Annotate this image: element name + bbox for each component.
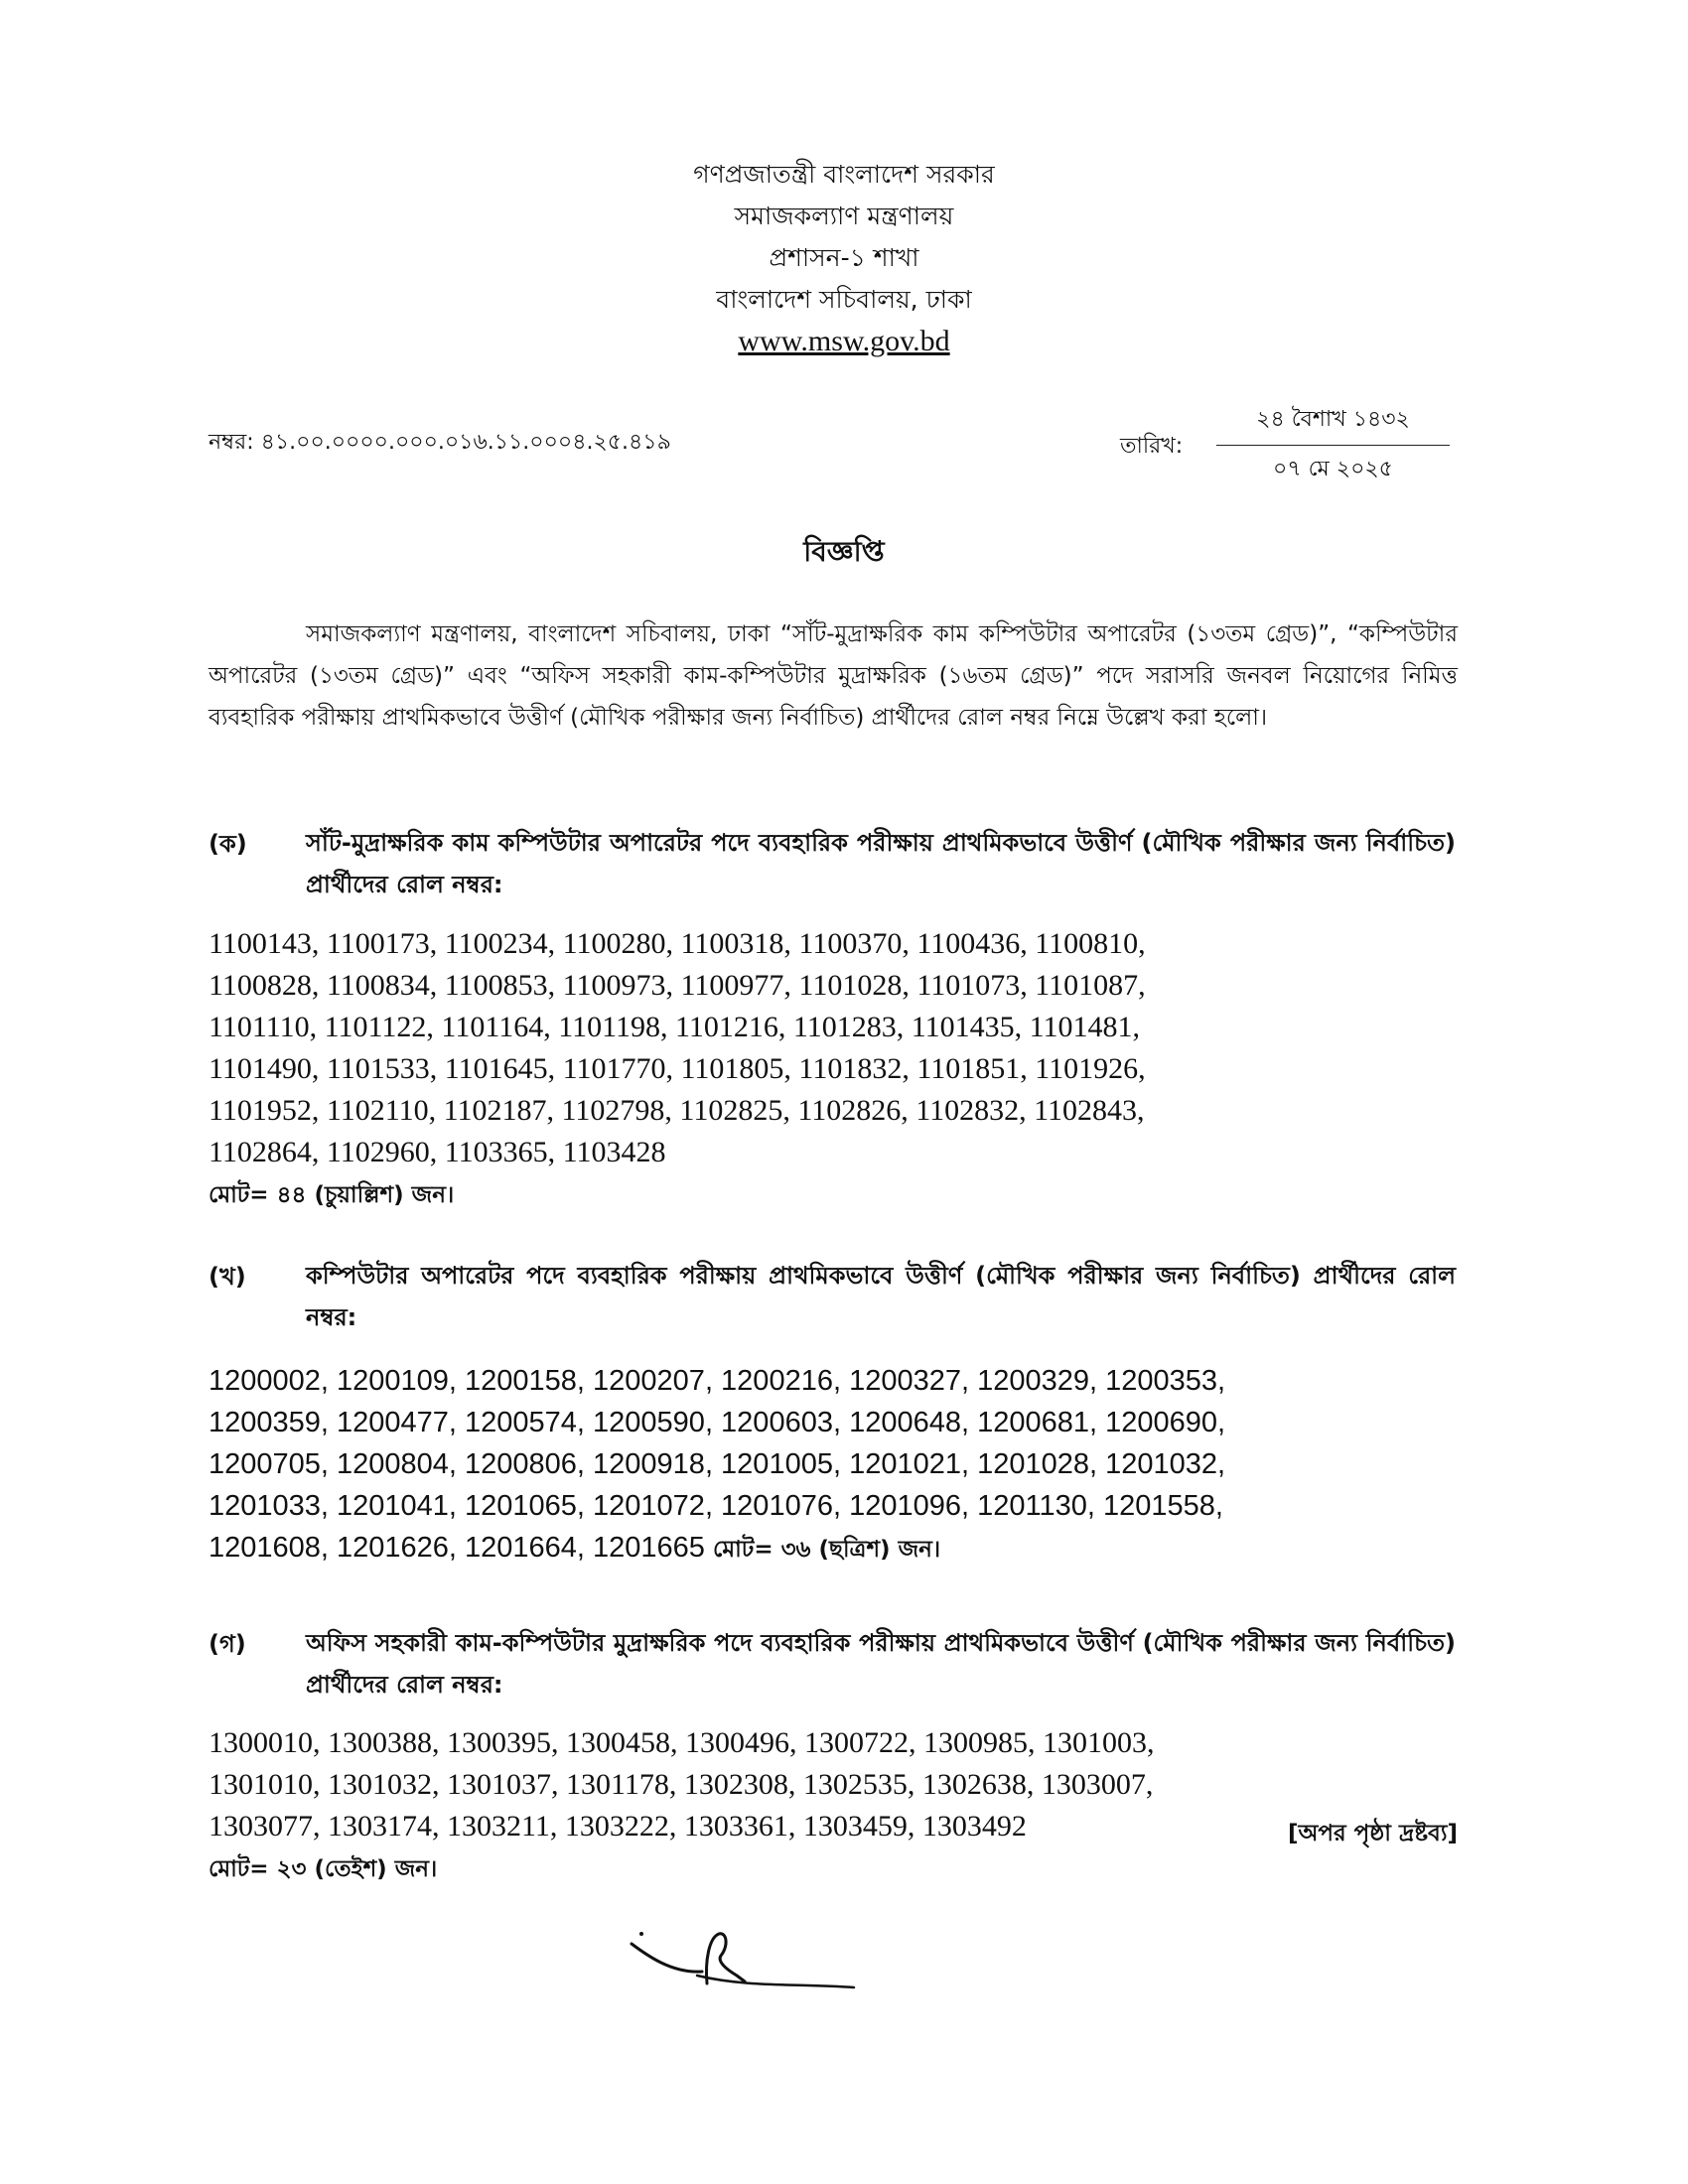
roll-line: 1102864, 1102960, 1103365, 1103428 <box>209 1136 666 1168</box>
roll-line: 1200002, 1200109, 1200158, 1200207, 1200216, 1200327, 1200329, 1200353, <box>209 1365 1226 1397</box>
roll-line-text: 1201608, 1201626, 1201664, 1201665 <box>209 1532 705 1564</box>
roll-line: 1101490, 1101533, 1101645, 1101770, 1101805, 1101832, 1101851, 1101926, <box>209 1052 1146 1085</box>
reference-number: নম্বর: ৪১.০০.০০০০.০০০.০১৬.১১.০০০৪.২৫.৪১৯ <box>209 430 671 455</box>
section-ka-roll-list <box>209 923 1499 1173</box>
roll-line: 1201033, 1201041, 1201065, 1201072, 1201076, 1201096, 1201130, 1201558, <box>209 1490 1223 1522</box>
section-kha-mark: (খ) <box>209 1263 246 1291</box>
section-kha-total: মোট= ৩৬ (ছত্রিশ) জন। <box>713 1537 941 1563</box>
letterhead <box>0 154 1688 362</box>
roll-line: 1301010, 1301032, 1301037, 1301178, 1302308, 1302535, 1302638, 1303007, <box>209 1768 1154 1801</box>
date-label: তারিখ: <box>1120 434 1184 459</box>
section-ka-mark: (ক) <box>209 830 247 858</box>
roll-line: 1100143, 1100173, 1100234, 1100280, 1100318, 1100370, 1100436, 1100810, <box>209 927 1146 960</box>
intro-text: সমাজকল্যাণ মন্ত্রণালয়, বাংলাদেশ সচিবালয়, ঢাকা “সাঁট-মুদ্রাক্ষরিক কাম কম্পিউটার অপারেটর (১৩তম গ্রেড)”, “কম্পিউটার অপারেটর (১৩তম গ্রেড)” এবং “অফিস সহকারী কাম-কম্পিউটার মুদ্রাক্ষরিক (১৬তম গ্রেড)” পদে সরাসরি জনবল নিয়োগের নিমিত্ত ব্যবহারিক পরীক্ষায় প্রাথমিকভাবে উত্তীর্ণ (মৌখিক পরীক্ষার জন্য নির্বাচিত) প্রার্থীদের রোল নম্বর নিম্নে উল্লেখ করা হলো। <box>209 621 1458 731</box>
roll-line: 1200359, 1200477, 1200574, 1200590, 1200603, 1200648, 1200681, 1200690, <box>209 1407 1226 1438</box>
section-kha-roll-list <box>209 1360 1499 1570</box>
date-block <box>1216 402 1450 488</box>
date-bangla: ২৪ বৈশাখ ১৪৩২ <box>1216 402 1450 446</box>
government-name: গণপ্রজাতন্ত্রী বাংলাদেশ সরকার <box>693 160 995 189</box>
section-ka-heading: সাঁট-মুদ্রাক্ষরিক কাম কম্পিউটার অপারেটর পদে ব্যবহারিক পরীক্ষায় প্রাথমিকভাবে উত্তীর্ণ (মৌখিক পরীক্ষার জন্য নির্বাচিত) প্রার্থীদের রোল নম্বর: <box>306 829 1456 898</box>
roll-line: 1101110, 1101122, 1101164, 1101198, 1101216, 1101283, 1101435, 1101481, <box>209 1011 1141 1043</box>
roll-line: 1300010, 1300388, 1300395, 1300458, 1300496, 1300722, 1300985, 1301003, <box>209 1726 1155 1759</box>
website-link[interactable]: www.msw.gov.bd <box>738 325 950 357</box>
signature-mark <box>628 1926 856 2000</box>
intro-paragraph <box>209 614 1458 739</box>
section-ga-total: মোট= ২৩ (তেইশ) জন। <box>209 1856 438 1882</box>
section-kha-heading: কম্পিউটার অপারেটর পদে ব্যবহারিক পরীক্ষায় প্রাথমিকভাবে উত্তীর্ণ (মৌখিক পরীক্ষার জন্য নির্বাচিত) প্রার্থীদের রোল নম্বর: <box>306 1262 1456 1331</box>
roll-line: 1200705, 1200804, 1200806, 1200918, 1201005, 1201021, 1201028, 1201032, <box>209 1448 1226 1480</box>
branch-name: প্রশাসন-১ শাখা <box>769 243 919 272</box>
section-ka-total: মোট= ৪৪ (চুয়াল্লিশ) জন। <box>209 1182 455 1208</box>
section-ga-heading: অফিস সহকারী কাম-কম্পিউটার মুদ্রাক্ষরিক পদে ব্যবহারিক পরীক্ষায় প্রাথমিকভাবে উত্তীর্ণ (মৌখিক পরীক্ষার জন্য নির্বাচিত) প্রার্থীদের রোল নম্বর: <box>306 1629 1456 1699</box>
roll-line: 1303077, 1303174, 1303211, 1303222, 1303361, 1303459, 1303492 <box>209 1810 1027 1843</box>
date-gregorian: ০৭ মে ২০২৫ <box>1273 457 1393 481</box>
office-address: বাংলাদেশ সচিবালয়, ঢাকা <box>716 285 972 314</box>
roll-line <box>209 1527 1499 1570</box>
roll-line: 1101952, 1102110, 1102187, 1102798, 1102825, 1102826, 1102832, 1102843, <box>209 1094 1145 1127</box>
page-turn-note: [অপর পৃষ্ঠা দ্রষ্টব্য] <box>1287 1821 1458 1846</box>
notice-title: বিজ্ঞপ্তি <box>803 535 885 568</box>
roll-line: 1100828, 1100834, 1100853, 1100973, 1100977, 1101028, 1101073, 1101087, <box>209 969 1146 1002</box>
ministry-name: সমাজকল্যাণ মন্ত্রণালয় <box>734 202 954 230</box>
section-ga-mark: (গ) <box>209 1630 246 1658</box>
